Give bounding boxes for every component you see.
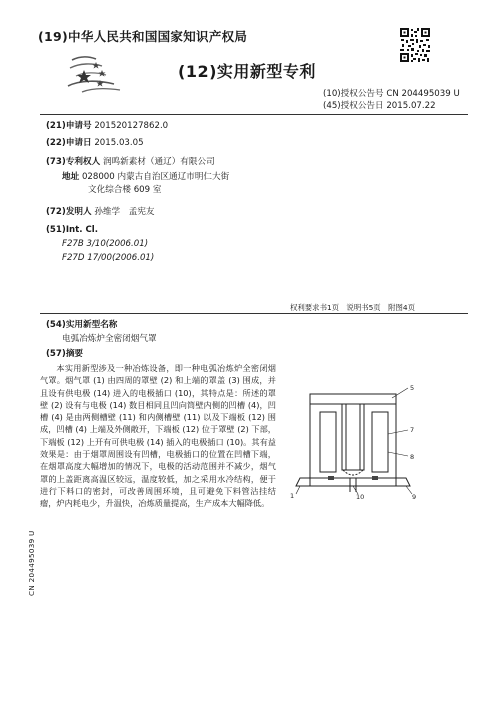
publication-info	[323, 88, 460, 112]
utility-model-title: 电弧冶炼炉全密闭烟气罩	[62, 334, 157, 344]
electrode-port-right	[372, 476, 378, 480]
application-date: 2015.03.05	[94, 138, 144, 148]
section-rule	[40, 313, 468, 314]
inventors-row	[46, 206, 155, 218]
ipc-class-2: F27D 17/00(2006.01)	[62, 253, 155, 263]
publication-date: (45)授权公告日 2015.07.22	[323, 101, 436, 111]
figure-label-5: 5	[410, 384, 415, 392]
center-groove-outline	[342, 404, 364, 470]
ipc-class-1: F27B 3/10(2006.01)	[62, 239, 149, 249]
hood-top-outline	[310, 394, 396, 404]
document-kind-title: (12)实用新型专利	[178, 62, 316, 81]
application-number: 201520127862.0	[94, 121, 169, 131]
abstract-text: 本实用新型涉及一种冶炼设备，即一种电弧冶炼炉全密闭烟气罩。烟气罩 (1) 由四周的罩壁 (2) 和上端的罩盖 (3) 围成，并且设有供电极 (14) 进入的电极插口 (10)，其特点是：所述的罩壁 (2) 设有与电极 (14) 数目相同且凹向筒壁内侧的凹槽 (4)，凹槽 (4) 是由两侧槽壁 (11) 和内侧槽壁 (11) 以及下端板 (12) 围成，凹槽 (4) 上端及外侧敞开，下端板 (12) 位于罩壁 (2) 下部，下端板 (12) 上开有可供电极 (14) 插入的电极插口 (10)。其有益效果是：由于烟罩周围设有凹槽，电极插口的位置在凹槽下端，在烟罩高度大幅增加的情况下，电极的活动范围并不减少，烟气罩的上盖距离高温区较远，温度较低，加之采用水冷结构，便于进行下料口的密封，可改善周围环境，且可避免下料管沾挂结瘤，炉内耗电少，升温快，冶炼质量提高，生产成本大幅降低。	[40, 363, 276, 509]
abstract-figure	[288, 382, 424, 500]
address-line-2: 文化综合楼 609 室	[88, 185, 162, 195]
patentee-row	[46, 156, 215, 168]
field-label: 地址	[62, 172, 80, 182]
qr-code-icon	[399, 27, 431, 63]
address-row	[62, 171, 229, 183]
field-label: (21)申请号	[46, 121, 92, 131]
application-date-row	[46, 137, 144, 149]
left-groove-outline	[320, 412, 336, 472]
patentee-name: 润鸣新素材（通辽）有限公司	[102, 157, 215, 167]
publication-number: (10)授权公告号 CN 204495039 U	[323, 89, 460, 99]
field-label: (72)发明人	[46, 207, 92, 217]
patent-office-name: (19)中华人民共和国国家知识产权局	[38, 29, 248, 44]
figure-label-9: 9	[412, 493, 417, 500]
figure-label-10: 10	[356, 493, 365, 500]
national-emblem-icon	[62, 52, 128, 96]
field-label: (73)专利权人	[46, 157, 101, 167]
hood-body-outline	[310, 404, 396, 478]
field-label: (22)申请日	[46, 138, 92, 148]
electrode-port-left	[328, 476, 334, 480]
abstract-label: (57)摘要	[46, 349, 84, 359]
utility-model-title-label: (54)实用新型名称	[46, 320, 118, 330]
address-line-1: 028000 内蒙古自治区通辽市明仁大街	[81, 172, 230, 182]
page-counts: 权利要求书1页 说明书5页 附图4页	[290, 303, 415, 312]
application-number-row	[46, 120, 168, 132]
int-cl-label: (51)Int. Cl.	[46, 225, 99, 235]
figure-label-1: 1	[290, 492, 295, 500]
figure-label-8: 8	[410, 453, 415, 461]
right-groove-outline	[372, 412, 388, 472]
figure-label-7: 7	[410, 426, 415, 434]
side-publication-number: CN 204495039 U	[27, 530, 36, 596]
inventor-names: 孙维学 孟宪友	[94, 207, 155, 217]
furnace-rim-outline	[296, 478, 410, 486]
header-rule	[40, 114, 468, 115]
